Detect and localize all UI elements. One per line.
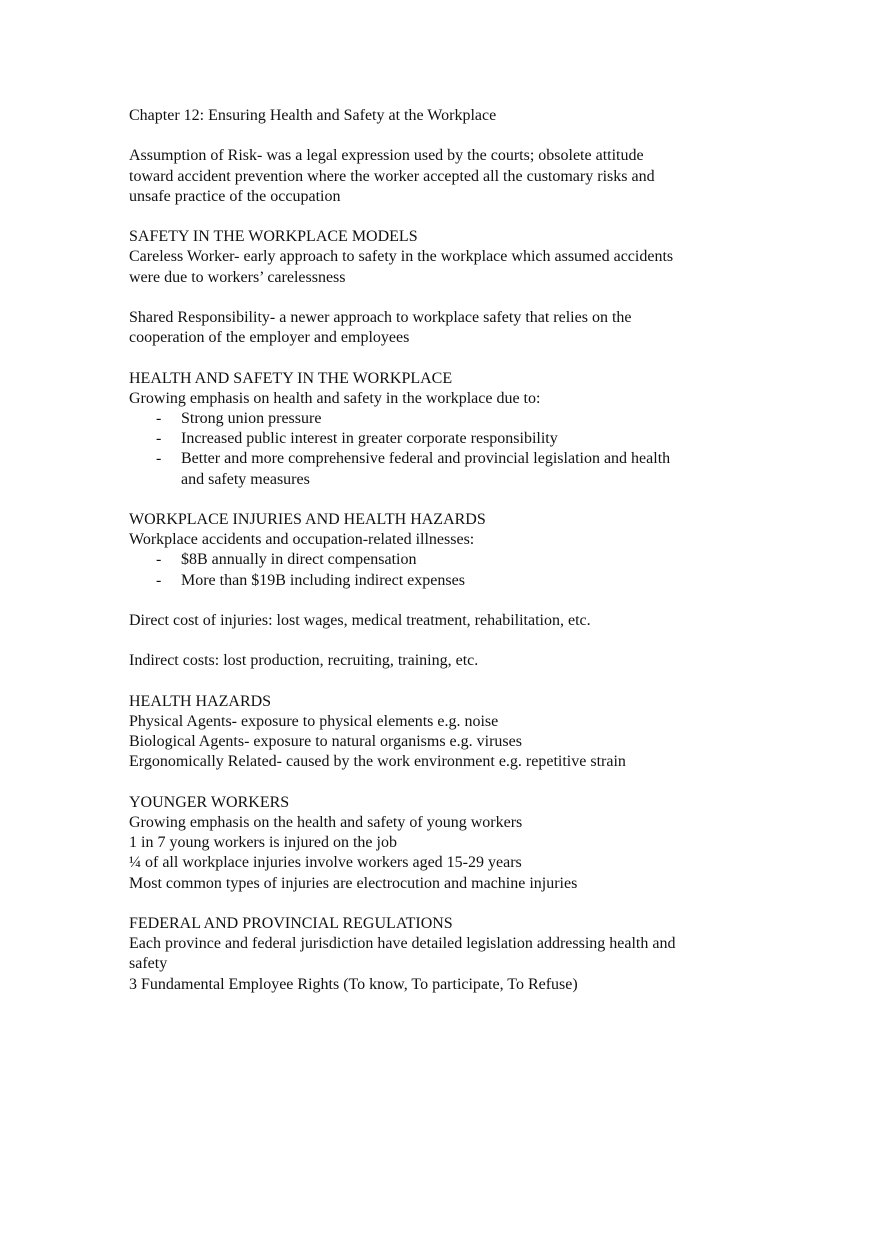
younger-workers-section <box>129 793 749 894</box>
text-line: toward accident prevention where the worker accepted all the customary risks and <box>129 167 655 185</box>
list-item <box>129 409 749 429</box>
list-item-text: Increased public interest in greater corporate responsibility <box>181 430 558 448</box>
text-line: Growing emphasis on health and safety in the workplace due to: <box>129 389 541 407</box>
safety-models-section <box>129 227 749 348</box>
document-page <box>129 106 749 995</box>
text-line: Ergonomically Related- caused by the work environment e.g. repetitive strain <box>129 753 626 771</box>
text-line: unsafe practice of the occupation <box>129 187 341 205</box>
text-line: Biological Agents- exposure to natural organisms e.g. viruses <box>129 733 522 751</box>
bullet-dash: - <box>156 571 162 589</box>
text-line: safety <box>129 955 168 973</box>
health-safety-section <box>129 369 749 490</box>
section-heading: FEDERAL AND PROVINCIAL REGULATIONS <box>129 914 453 932</box>
list-item <box>129 449 749 489</box>
section-heading: YOUNGER WORKERS <box>129 793 290 811</box>
regulations-section <box>129 914 749 995</box>
text-line: cooperation of the employer and employees <box>129 329 410 347</box>
text-line: Growing emphasis on the health and safety of young workers <box>129 813 523 831</box>
assumption-of-risk-paragraph <box>129 146 749 207</box>
text-line: Direct cost of injuries: lost wages, medical treatment, rehabilitation, etc. <box>129 611 591 629</box>
text-line: Shared Responsibility- a newer approach to workplace safety that relies on the <box>129 308 632 326</box>
list-item <box>129 429 749 449</box>
list-item-text: Strong union pressure <box>181 409 322 427</box>
text-line: Indirect costs: lost production, recruiting, training, etc. <box>129 652 479 670</box>
bullet-dash: - <box>156 430 162 448</box>
bullet-list <box>129 409 749 490</box>
list-item <box>129 571 749 591</box>
text-line: 1 in 7 young workers is injured on the job <box>129 834 397 852</box>
text-line: Careless Worker- early approach to safety in the workplace which assumed accidents <box>129 248 674 266</box>
bullet-dash: - <box>156 450 162 468</box>
text-line: ¼ of all workplace injuries involve workers aged 15-29 years <box>129 854 522 872</box>
list-item-text: $8B annually in direct compensation <box>181 551 417 569</box>
bullet-list <box>129 550 749 590</box>
text-line: Each province and federal jurisdiction have detailed legislation addressing health and <box>129 935 676 953</box>
text-line: Most common types of injuries are electrocution and machine injuries <box>129 874 578 892</box>
list-item <box>129 550 749 570</box>
health-hazards-section <box>129 692 749 773</box>
section-heading: WORKPLACE INJURIES AND HEALTH HAZARDS <box>129 510 486 528</box>
text-line: Workplace accidents and occupation-related illnesses: <box>129 531 475 549</box>
text-line: Assumption of Risk- was a legal expression used by the courts; obsolete attitude <box>129 147 644 165</box>
section-heading: HEALTH HAZARDS <box>129 692 272 710</box>
page-title: Chapter 12: Ensuring Health and Safety at the Workplace <box>129 107 497 124</box>
bullet-dash: - <box>156 409 162 427</box>
text-line: were due to workers’ carelessness <box>129 268 346 286</box>
list-item-text: and safety measures <box>181 470 310 488</box>
text-line: 3 Fundamental Employee Rights (To know, To participate, To Refuse) <box>129 975 578 993</box>
list-item-text: More than $19B including indirect expenses <box>181 571 465 589</box>
bullet-dash: - <box>156 551 162 569</box>
section-heading: SAFETY IN THE WORKPLACE MODELS <box>129 228 418 246</box>
section-heading: HEALTH AND SAFETY IN THE WORKPLACE <box>129 369 453 387</box>
injuries-section <box>129 510 749 672</box>
text-line: Physical Agents- exposure to physical elements e.g. noise <box>129 712 499 730</box>
list-item-text: Better and more comprehensive federal and provincial legislation and health <box>181 450 671 468</box>
